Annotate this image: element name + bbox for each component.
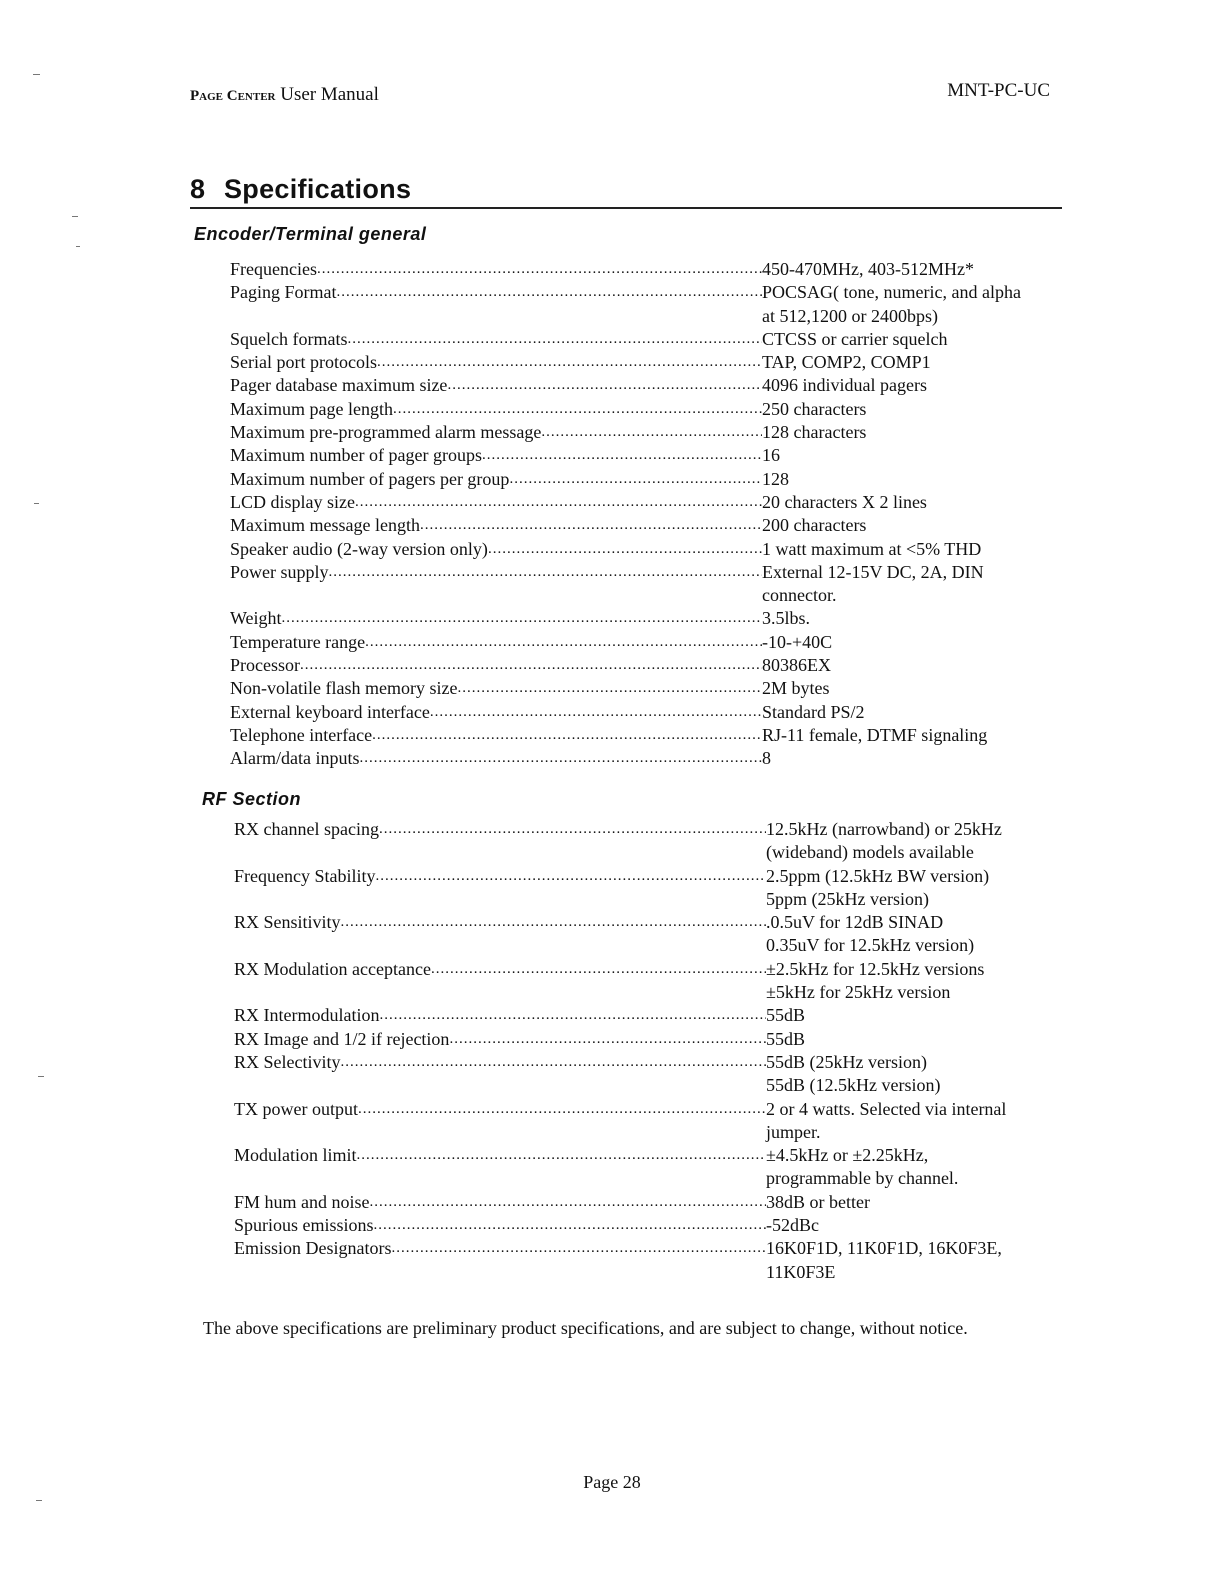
spec-label-text: Maximum number of pagers per group bbox=[230, 468, 510, 489]
dot-leader bbox=[337, 281, 763, 304]
spec-values bbox=[766, 1098, 1066, 1145]
spec-value: 2M bytes bbox=[762, 678, 830, 699]
spec-values bbox=[766, 1051, 1066, 1098]
spec-values bbox=[762, 491, 1062, 514]
spec-row bbox=[230, 491, 1062, 514]
spec-row bbox=[230, 561, 1062, 608]
spec-label bbox=[230, 538, 762, 561]
spec-row bbox=[230, 677, 1062, 700]
spec-label-text: Frequencies bbox=[230, 259, 317, 279]
spec-label bbox=[230, 491, 762, 514]
spec-label bbox=[230, 607, 762, 630]
spec-values bbox=[766, 1004, 1066, 1027]
spec-value: -52dBc bbox=[766, 1215, 819, 1236]
dot-leader bbox=[329, 561, 763, 584]
dot-leader bbox=[317, 258, 762, 281]
spec-label-text: Maximum message length bbox=[230, 515, 420, 536]
spec-label bbox=[234, 1214, 766, 1237]
spec-row bbox=[230, 724, 1062, 747]
spec-values bbox=[766, 1237, 1066, 1284]
spec-label bbox=[230, 468, 762, 491]
scan-mark bbox=[36, 1500, 42, 1501]
spec-row bbox=[230, 631, 1062, 654]
spec-value: 20 characters X 2 lines bbox=[762, 491, 927, 512]
spec-values bbox=[762, 468, 1062, 491]
rf-section-spec-list bbox=[234, 818, 1066, 1284]
spec-value: ±4.5kHz or ±2.25kHz, bbox=[766, 1145, 929, 1166]
spec-label-text: Serial port protocols bbox=[230, 352, 377, 373]
spec-label bbox=[230, 747, 762, 770]
spec-value: 128 bbox=[762, 468, 789, 489]
spec-label bbox=[230, 328, 762, 351]
spec-values bbox=[762, 421, 1062, 444]
spec-label bbox=[230, 351, 762, 374]
spec-row bbox=[230, 281, 1062, 328]
spec-row bbox=[230, 351, 1062, 374]
spec-row bbox=[230, 468, 1062, 491]
dot-leader bbox=[392, 1237, 767, 1260]
scan-mark bbox=[76, 246, 80, 247]
spec-value: ±5kHz for 25kHz version bbox=[766, 982, 951, 1003]
spec-values bbox=[762, 258, 1062, 281]
dot-leader bbox=[457, 677, 762, 700]
spec-value: 16K0F1D, 11K0F1D, 16K0F3E, bbox=[766, 1238, 1002, 1259]
spec-label bbox=[230, 398, 762, 421]
spec-label bbox=[234, 865, 766, 888]
spec-row bbox=[230, 398, 1062, 421]
dot-leader bbox=[375, 865, 766, 888]
dot-leader bbox=[370, 1191, 766, 1214]
spec-value: 128 characters bbox=[762, 422, 867, 443]
dot-leader bbox=[372, 724, 762, 747]
header-brand: Page Center bbox=[190, 88, 276, 104]
spec-label-text: RX Sensitivity bbox=[234, 912, 341, 933]
dot-leader bbox=[431, 958, 766, 981]
spec-values bbox=[762, 538, 1062, 561]
dot-leader bbox=[341, 911, 766, 934]
spec-value: 3.5lbs. bbox=[762, 608, 811, 629]
spec-values bbox=[766, 818, 1066, 865]
spec-label bbox=[234, 1098, 766, 1121]
spec-value: Standard PS/2 bbox=[762, 701, 865, 722]
spec-values bbox=[762, 607, 1062, 630]
spec-value: TAP, COMP2, COMP1 bbox=[762, 352, 931, 373]
header-manual: User Manual bbox=[280, 84, 379, 105]
spec-value: 0.35uV for 12.5kHz version) bbox=[766, 935, 975, 956]
dot-leader bbox=[374, 1214, 766, 1237]
section-title bbox=[190, 174, 411, 205]
spec-label bbox=[230, 654, 762, 677]
spec-value: ±2.5kHz for 12.5kHz versions bbox=[766, 958, 985, 979]
spec-row bbox=[230, 538, 1062, 561]
spec-row bbox=[234, 1214, 1066, 1237]
spec-label-text: Maximum number of pager groups bbox=[230, 445, 482, 466]
dot-leader bbox=[447, 374, 762, 397]
spec-row bbox=[234, 865, 1066, 912]
preliminary-note: The above specifications are preliminary product specifications, and are subject to change, without notice. bbox=[203, 1318, 968, 1338]
spec-value: 2 or 4 watts. Selected via internal bbox=[766, 1098, 1007, 1119]
spec-value: 1 watt maximum at <5% THD bbox=[762, 538, 982, 559]
dot-leader bbox=[509, 468, 762, 491]
scan-mark bbox=[72, 216, 78, 217]
spec-values bbox=[762, 374, 1062, 397]
spec-label-text: LCD display size bbox=[230, 491, 355, 512]
spec-values bbox=[762, 701, 1062, 724]
spec-values bbox=[766, 865, 1066, 912]
spec-value: .0.5uV for 12dB SINAD bbox=[766, 912, 944, 933]
spec-label bbox=[234, 1004, 766, 1027]
spec-values bbox=[762, 561, 1062, 608]
spec-value: -10-+40C bbox=[762, 631, 833, 652]
spec-label-text: RX Modulation acceptance bbox=[234, 958, 431, 979]
scan-mark bbox=[33, 74, 40, 75]
spec-value: External 12-15V DC, 2A, DIN bbox=[762, 561, 984, 582]
spec-row bbox=[234, 1004, 1066, 1027]
spec-value: 2.5ppm (12.5kHz BW version) bbox=[766, 865, 990, 886]
dot-leader bbox=[341, 1051, 767, 1074]
spec-label-text: Maximum pre-programmed alarm message bbox=[230, 422, 542, 443]
spec-label bbox=[234, 1051, 766, 1074]
spec-value: CTCSS or carrier squelch bbox=[762, 328, 948, 349]
spec-label bbox=[230, 701, 762, 724]
spec-row bbox=[230, 701, 1062, 724]
spec-values bbox=[762, 654, 1062, 677]
spec-value: 200 characters bbox=[762, 515, 867, 536]
spec-value: 55dB (25kHz version) bbox=[766, 1051, 927, 1072]
spec-values bbox=[762, 351, 1062, 374]
spec-values bbox=[766, 1144, 1066, 1191]
spec-label bbox=[230, 631, 762, 654]
spec-values bbox=[762, 444, 1062, 467]
spec-label bbox=[234, 1191, 766, 1214]
dot-leader bbox=[359, 747, 762, 770]
spec-label-text: Weight bbox=[230, 608, 282, 629]
spec-row bbox=[230, 258, 1062, 281]
header-doc-code: MNT-PC-UC bbox=[947, 80, 1050, 101]
spec-row bbox=[230, 444, 1062, 467]
spec-label-text: Maximum page length bbox=[230, 398, 393, 419]
spec-values bbox=[762, 328, 1062, 351]
spec-row bbox=[234, 1051, 1066, 1098]
spec-value: 11K0F3E bbox=[766, 1261, 836, 1282]
spec-row bbox=[234, 1144, 1066, 1191]
spec-value: 55dB bbox=[766, 1005, 806, 1026]
spec-values bbox=[762, 281, 1062, 328]
section-number: 8 bbox=[190, 174, 206, 204]
dot-leader bbox=[357, 1144, 766, 1167]
spec-row bbox=[234, 1028, 1066, 1051]
spec-value: connector. bbox=[762, 585, 837, 606]
spec-values bbox=[762, 724, 1062, 747]
spec-label bbox=[230, 561, 762, 584]
dot-leader bbox=[347, 328, 762, 351]
spec-row bbox=[230, 514, 1062, 537]
spec-value: 16 bbox=[762, 445, 780, 466]
spec-label-text: Spurious emissions bbox=[234, 1215, 374, 1236]
spec-label bbox=[230, 281, 762, 304]
dot-leader bbox=[430, 701, 762, 724]
spec-value: POCSAG( tone, numeric, and alpha bbox=[762, 282, 1021, 303]
spec-label-text: Pager database maximum size bbox=[230, 375, 448, 396]
spec-label-text: Paging Format bbox=[230, 282, 337, 303]
spec-label-text: Power supply bbox=[230, 561, 329, 582]
dot-leader bbox=[377, 351, 762, 374]
spec-label-text: RX Intermodulation bbox=[234, 1005, 380, 1026]
spec-label bbox=[234, 911, 766, 934]
spec-values bbox=[762, 677, 1062, 700]
dot-leader bbox=[358, 1098, 766, 1121]
dot-leader bbox=[420, 514, 762, 537]
spec-label-text: Modulation limit bbox=[234, 1145, 357, 1166]
spec-value: jumper. bbox=[766, 1121, 821, 1142]
dot-leader bbox=[541, 421, 762, 444]
dot-leader bbox=[379, 818, 766, 841]
spec-value: 4096 individual pagers bbox=[762, 375, 927, 396]
dot-leader bbox=[488, 538, 762, 561]
header-manual-title bbox=[190, 84, 379, 106]
spec-label-text: Emission Designators bbox=[234, 1238, 392, 1259]
encoder-general-heading: Encoder/Terminal general bbox=[194, 224, 427, 244]
spec-label bbox=[230, 444, 762, 467]
spec-label-text: RX Image and 1/2 if rejection bbox=[234, 1028, 450, 1049]
section-title-text: Specifications bbox=[224, 174, 412, 204]
spec-row bbox=[234, 1191, 1066, 1214]
spec-label bbox=[230, 724, 762, 747]
rf-section-heading: RF Section bbox=[202, 789, 302, 809]
spec-label bbox=[234, 1144, 766, 1167]
spec-value: 12.5kHz (narrowband) or 25kHz bbox=[766, 819, 1002, 839]
spec-label-text: Speaker audio (2-way version only) bbox=[230, 538, 488, 559]
spec-values bbox=[762, 747, 1062, 770]
spec-label-text: RX channel spacing bbox=[234, 819, 379, 839]
spec-row bbox=[230, 654, 1062, 677]
spec-label-text: Non-volatile flash memory size bbox=[230, 678, 458, 699]
spec-row bbox=[230, 328, 1062, 351]
spec-values bbox=[766, 958, 1066, 1005]
encoder-general-spec-list bbox=[230, 258, 1062, 771]
scan-mark bbox=[38, 1076, 44, 1077]
spec-label bbox=[230, 514, 762, 537]
section-title-rule bbox=[190, 207, 1062, 209]
spec-label-text: RX Selectivity bbox=[234, 1051, 341, 1072]
dot-leader bbox=[482, 444, 762, 467]
spec-label-text: Telephone interface bbox=[230, 724, 373, 745]
spec-row bbox=[230, 747, 1062, 770]
spec-value: 38dB or better bbox=[766, 1191, 870, 1212]
spec-row bbox=[234, 1237, 1066, 1284]
spec-label bbox=[234, 958, 766, 981]
spec-row bbox=[234, 958, 1066, 1005]
dot-leader bbox=[449, 1028, 766, 1051]
dot-leader bbox=[282, 607, 762, 630]
spec-label-text: TX power output bbox=[234, 1098, 358, 1119]
spec-row bbox=[230, 421, 1062, 444]
spec-values bbox=[762, 631, 1062, 654]
spec-label bbox=[230, 374, 762, 397]
spec-values bbox=[762, 514, 1062, 537]
dot-leader bbox=[300, 654, 762, 677]
spec-label bbox=[230, 677, 762, 700]
spec-value: 55dB (12.5kHz version) bbox=[766, 1075, 941, 1096]
spec-label-text: External keyboard interface bbox=[230, 701, 430, 722]
spec-values bbox=[766, 911, 1066, 958]
spec-value: at 512,1200 or 2400bps) bbox=[762, 305, 938, 326]
spec-values bbox=[762, 398, 1062, 421]
spec-value: 55dB bbox=[766, 1028, 806, 1049]
spec-value: 5ppm (25kHz version) bbox=[766, 888, 929, 909]
spec-label bbox=[234, 1028, 766, 1051]
dot-leader bbox=[365, 631, 762, 654]
spec-value: RJ-11 female, DTMF signaling bbox=[762, 724, 988, 745]
spec-label-text: Temperature range bbox=[230, 631, 366, 652]
spec-label-text: Frequency Stability bbox=[234, 865, 376, 886]
spec-label bbox=[230, 421, 762, 444]
spec-row bbox=[234, 911, 1066, 958]
spec-label-text: Alarm/data inputs bbox=[230, 748, 360, 769]
page-number: Page 28 bbox=[583, 1472, 641, 1492]
spec-row bbox=[234, 1098, 1066, 1145]
spec-value: programmable by channel. bbox=[766, 1168, 959, 1189]
dot-leader bbox=[355, 491, 762, 514]
spec-label bbox=[230, 258, 762, 281]
spec-label bbox=[234, 1237, 766, 1260]
spec-row bbox=[234, 818, 1066, 865]
spec-values bbox=[766, 1191, 1066, 1214]
spec-values bbox=[766, 1214, 1066, 1237]
spec-label-text: FM hum and noise bbox=[234, 1191, 370, 1212]
spec-value: 250 characters bbox=[762, 398, 867, 419]
spec-value: 8 bbox=[762, 748, 771, 769]
scan-mark bbox=[34, 503, 39, 504]
spec-label-text: Squelch formats bbox=[230, 328, 348, 349]
spec-value: (wideband) models available bbox=[766, 842, 974, 863]
spec-label bbox=[234, 818, 766, 841]
spec-row bbox=[230, 607, 1062, 630]
spec-values bbox=[766, 1028, 1066, 1051]
dot-leader bbox=[379, 1004, 766, 1027]
spec-label-text: Processor bbox=[230, 655, 300, 676]
spec-value: 450-470MHz, 403-512MHz* bbox=[762, 259, 974, 279]
spec-value: 80386EX bbox=[762, 655, 831, 676]
spec-row bbox=[230, 374, 1062, 397]
dot-leader bbox=[393, 398, 762, 421]
